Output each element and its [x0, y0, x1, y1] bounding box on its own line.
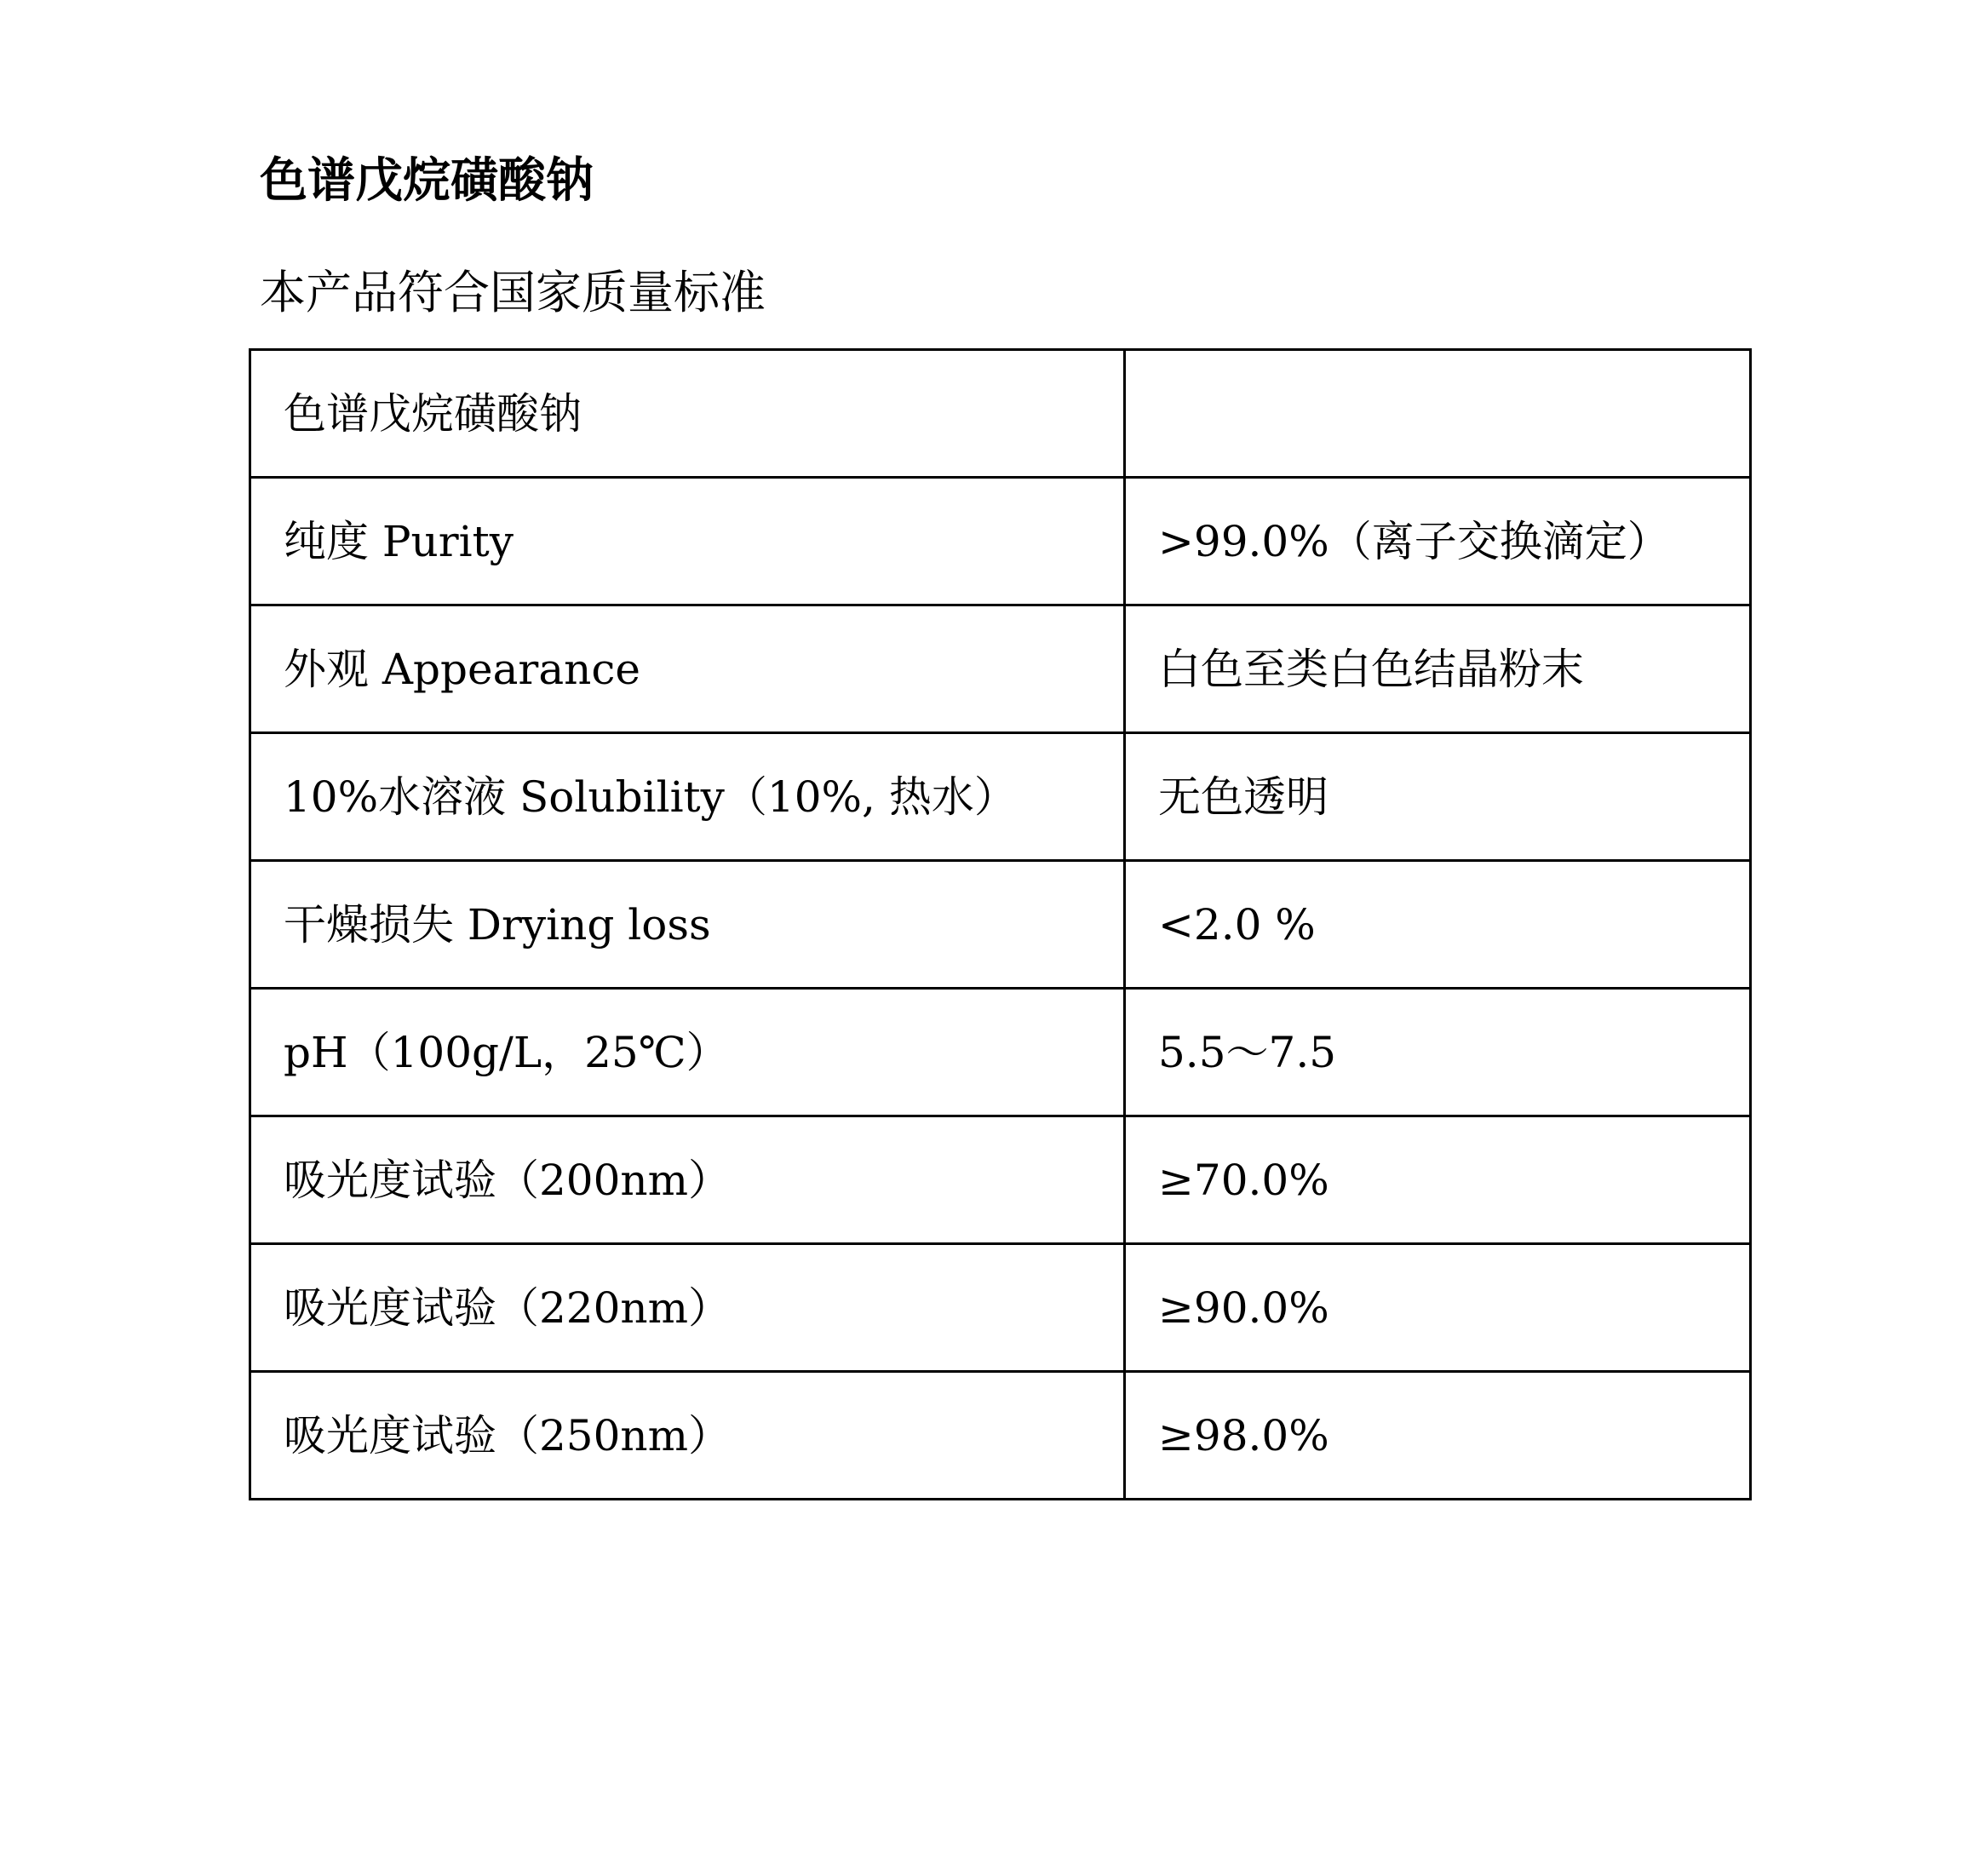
spec-value: ≥70.0% [1125, 1116, 1751, 1244]
spec-value [1125, 350, 1751, 478]
spec-label: 纯度 Purity [250, 478, 1125, 605]
spec-value: 5.5～7.5 [1125, 989, 1751, 1116]
spec-value: 无色透明 [1125, 733, 1751, 861]
spec-label: 外观 Appearance [250, 605, 1125, 733]
table-row [250, 861, 1751, 989]
table-row [250, 733, 1751, 861]
spec-label: 干燥损失 Drying loss [250, 861, 1125, 989]
table-row [250, 1116, 1751, 1244]
table-row [250, 605, 1751, 733]
table-row [250, 350, 1751, 478]
spec-value: 白色至类白色结晶粉末 [1125, 605, 1751, 733]
table-row [250, 989, 1751, 1116]
spec-label: 10%水溶液 Solubility（10%, 热水） [250, 733, 1125, 861]
spec-label: 色谱戊烷磺酸钠 [250, 350, 1125, 478]
document-subtitle: 本产品符合国家质量标准 [260, 266, 766, 319]
spec-value: <2.0 % [1125, 861, 1751, 989]
table-row [250, 1244, 1751, 1372]
spec-label: 吸光度试验（200nm） [250, 1116, 1125, 1244]
table-row [250, 478, 1751, 605]
spec-label: 吸光度试验（220nm） [250, 1244, 1125, 1372]
document-title: 色谱戊烷磺酸钠 [260, 153, 594, 209]
spec-value: ≥90.0% [1125, 1244, 1751, 1372]
spec-value: >99.0%（离子交换滴定） [1125, 478, 1751, 605]
table-row [250, 1372, 1751, 1500]
specification-table [249, 348, 1752, 1500]
spec-value: ≥98.0% [1125, 1372, 1751, 1500]
spec-label: pH（100g/L，25℃） [250, 989, 1125, 1116]
spec-label: 吸光度试验（250nm） [250, 1372, 1125, 1500]
